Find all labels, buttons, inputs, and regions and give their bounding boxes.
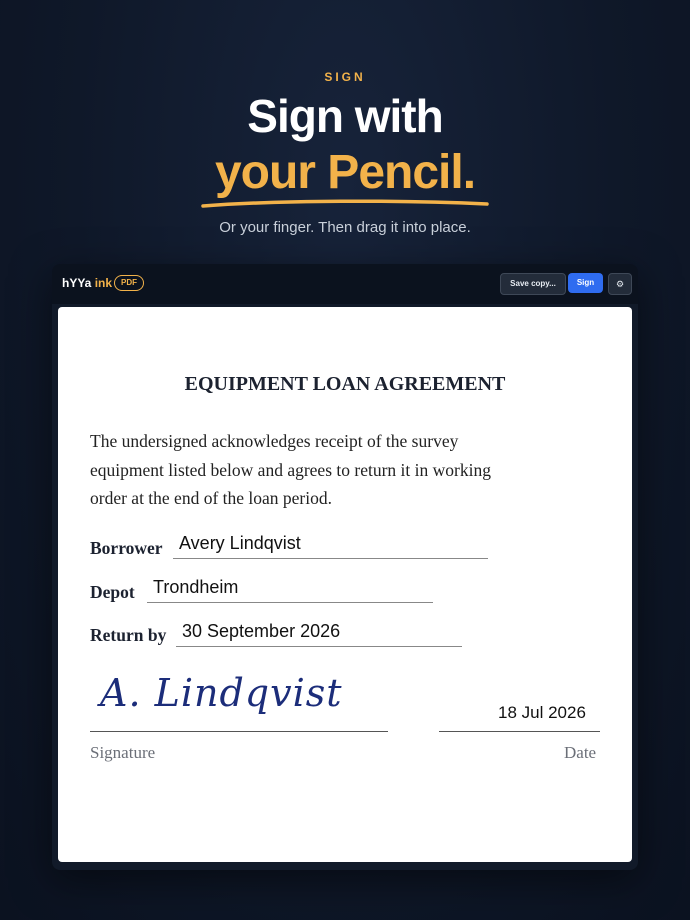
return-by-field[interactable]: 30 September 2026 [176,621,462,647]
signature-placed[interactable]: A. Lindqvist [100,671,343,715]
borrower-field[interactable]: Avery Lindqvist [173,533,488,559]
save-copy-button[interactable]: Save copy... [500,273,566,295]
hero-headline: Sign with [247,90,443,142]
depot-field[interactable]: Trondheim [147,577,433,603]
document-page [58,307,632,862]
pdf-badge: PDF [114,275,144,291]
return-by-label: Return by [90,625,167,645]
underline-stroke-icon [200,198,490,212]
hero-tagline: Or your finger. Then drag it into place. [219,219,471,236]
toolbar [52,264,638,304]
brand-accent: ink [94,276,113,290]
app-window [52,264,638,870]
brand-name: hYYa [62,276,92,290]
depot-label: Depot [90,582,135,602]
settings-button[interactable] [608,273,632,295]
sign-button[interactable]: Sign [568,273,603,293]
signature-caption: Signature [90,743,156,762]
signature-line [90,731,388,732]
borrower-label: Borrower [90,538,163,558]
document-body: The undersigned acknowledges receipt of the survey equipment listed below and agrees to return it in working order at the end of the loan period. [90,431,491,508]
date-line [439,731,600,732]
hero-headline-accent: your Pencil. [214,146,476,199]
date-caption: Date [564,743,597,762]
eyebrow-label: SIGN [324,70,366,84]
gear-icon: ⚙ [615,279,625,289]
document-title: EQUIPMENT LOAN AGREEMENT [184,373,506,395]
date-value[interactable]: 18 Jul 2026 [498,703,586,722]
brand-logo [62,276,112,290]
